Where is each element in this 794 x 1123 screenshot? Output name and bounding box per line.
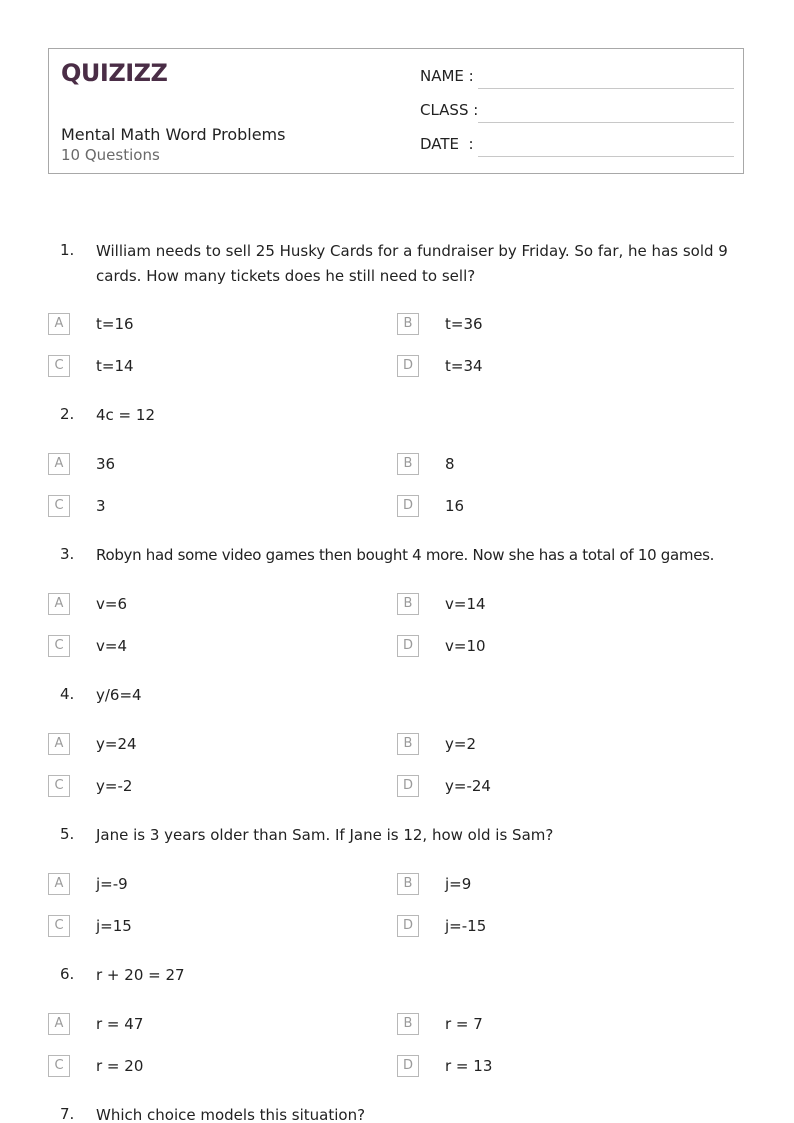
option-letter-box: C xyxy=(48,355,70,377)
option-letter-box: A xyxy=(48,873,70,895)
option-letter-box: D xyxy=(397,1055,419,1077)
option-letter-box: C xyxy=(48,635,70,657)
option-letter-box: D xyxy=(397,355,419,377)
option-letter-box: C xyxy=(48,775,70,797)
question-number: 4. xyxy=(60,685,75,703)
question-number: 1. xyxy=(60,241,75,259)
option-text: t=14 xyxy=(96,357,134,375)
option-text: j=-9 xyxy=(96,875,128,893)
question-number: 5. xyxy=(60,825,75,843)
option-text: 16 xyxy=(445,497,465,515)
option-letter-box: B xyxy=(397,873,419,895)
option-letter-box: B xyxy=(397,453,419,475)
date-field xyxy=(420,135,734,159)
question-text: William needs to sell 25 Husky Cards for a fundraiser by Friday. So far, he has sold 9 cards. How many tickets does he still need to sell? xyxy=(96,242,728,285)
option-text: y=-2 xyxy=(96,777,133,795)
option-text: j=15 xyxy=(96,917,132,935)
option-text: 36 xyxy=(96,455,116,473)
option-text: v=10 xyxy=(445,637,486,655)
option-text: 8 xyxy=(445,455,455,473)
quizizz-logo: QUIZIZZ xyxy=(61,59,168,87)
option-letter-box: B xyxy=(397,313,419,335)
option-text: y=2 xyxy=(445,735,476,753)
option-letter-box: B xyxy=(397,593,419,615)
worksheet-header xyxy=(48,48,744,174)
question-text: y/6=4 xyxy=(96,686,142,704)
question-number: 3. xyxy=(60,545,75,563)
question-number: 7. xyxy=(60,1105,75,1123)
option-letter-box: D xyxy=(397,775,419,797)
option-text: 3 xyxy=(96,497,106,515)
question-text: 4c = 12 xyxy=(96,406,155,424)
option-text: y=-24 xyxy=(445,777,491,795)
question-count: 10 Questions xyxy=(61,146,160,164)
name-line xyxy=(478,88,734,89)
option-letter-box: A xyxy=(48,1013,70,1035)
question-text: Which choice models this situation? xyxy=(96,1106,366,1123)
option-letter-box: D xyxy=(397,495,419,517)
question-text: r + 20 = 27 xyxy=(96,966,185,984)
name-field xyxy=(420,67,734,91)
question-text: Jane is 3 years older than Sam. If Jane is 12, how old is Sam? xyxy=(96,826,554,844)
option-letter-box: C xyxy=(48,495,70,517)
option-text: t=34 xyxy=(445,357,483,375)
option-text: r = 7 xyxy=(445,1015,483,1033)
option-letter-box: C xyxy=(48,915,70,937)
option-text: v=6 xyxy=(96,595,127,613)
worksheet-title: Mental Math Word Problems xyxy=(61,125,286,144)
option-letter-box: A xyxy=(48,453,70,475)
question-number: 2. xyxy=(60,405,75,423)
option-text: j=-15 xyxy=(445,917,487,935)
option-text: r = 47 xyxy=(96,1015,144,1033)
option-letter-box: A xyxy=(48,593,70,615)
option-letter-box: B xyxy=(397,1013,419,1035)
option-text: t=36 xyxy=(445,315,483,333)
option-text: v=14 xyxy=(445,595,486,613)
name-label: NAME : xyxy=(420,67,474,85)
question-number: 6. xyxy=(60,965,75,983)
date-line xyxy=(478,156,734,157)
question-text: Robyn had some video games then bought 4 more. Now she has a total of 10 games. xyxy=(96,546,715,564)
option-text: r = 20 xyxy=(96,1057,144,1075)
date-label: DATE : xyxy=(420,135,474,153)
option-letter-box: A xyxy=(48,313,70,335)
option-letter-box: D xyxy=(397,915,419,937)
option-text: t=16 xyxy=(96,315,134,333)
option-text: v=4 xyxy=(96,637,127,655)
option-letter-box: A xyxy=(48,733,70,755)
class-field xyxy=(420,101,734,125)
option-text: y=24 xyxy=(96,735,137,753)
option-letter-box: C xyxy=(48,1055,70,1077)
class-label: CLASS : xyxy=(420,101,479,119)
option-letter-box: D xyxy=(397,635,419,657)
option-text: r = 13 xyxy=(445,1057,493,1075)
option-text: j=9 xyxy=(445,875,472,893)
option-letter-box: B xyxy=(397,733,419,755)
class-line xyxy=(478,122,734,123)
